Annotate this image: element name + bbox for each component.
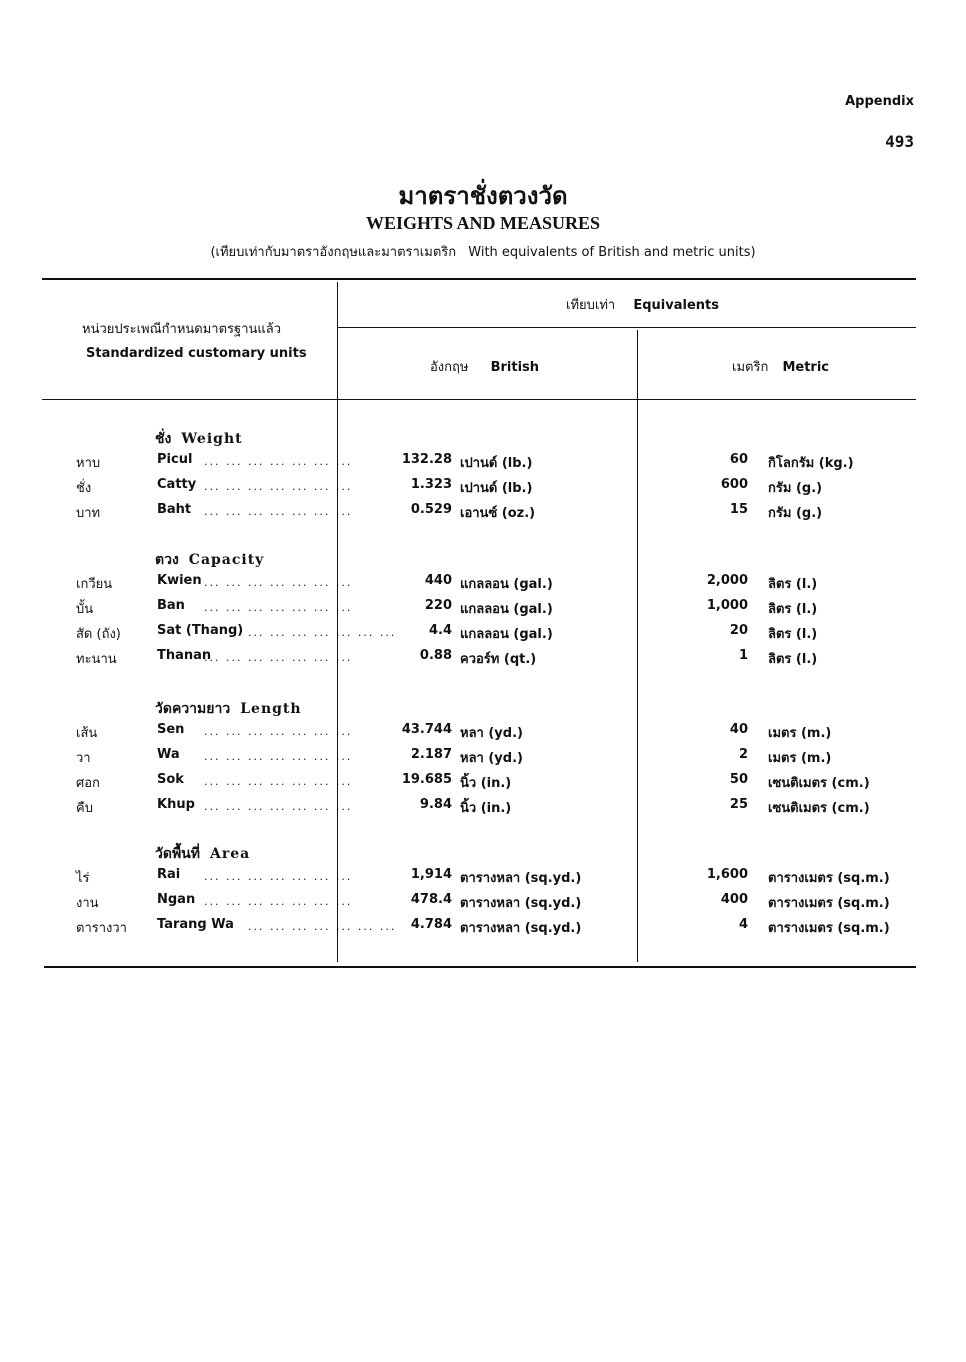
- british-unit: ตารางหลา (sq.yd.): [460, 921, 582, 936]
- british-value: 43.744: [401, 722, 452, 737]
- table-row: [0, 648, 966, 670]
- section-title: [155, 428, 243, 450]
- title-thai: มาตราชั่งตวงวัด: [398, 181, 568, 210]
- british-unit: เปานด์ (lb.): [460, 481, 533, 496]
- section-title-english: Area: [209, 846, 251, 862]
- british-value: 1.323: [410, 477, 452, 492]
- unit-roman: Khup: [157, 797, 195, 812]
- table-row: [0, 623, 966, 645]
- british-unit: แกลลอน (gal.): [460, 602, 553, 617]
- section-title-english: Weight: [181, 431, 243, 447]
- metric-unit: เมตร (m.): [768, 751, 832, 766]
- leader-dots: ... ... ... ... ... ... ...: [204, 505, 353, 518]
- unit-roman: Sen: [157, 722, 185, 737]
- table-row: [0, 477, 966, 499]
- header-units-thai: หน่วยประเพณีกำหนดมาตรฐานแล้ว: [82, 322, 282, 337]
- metric-value: 400: [720, 892, 748, 907]
- unit-roman: Ngan: [157, 892, 196, 907]
- british-english: British: [490, 360, 540, 375]
- british-value: 132.28: [401, 452, 452, 467]
- british-unit: แกลลอน (gal.): [460, 577, 553, 592]
- section-title-thai: วัดความยาว: [155, 701, 231, 717]
- page-number: 493: [885, 132, 914, 151]
- unit-roman: Ban: [157, 598, 185, 613]
- running-head: Appendix: [845, 94, 914, 109]
- unit-roman: Baht: [157, 502, 192, 517]
- british-unit: นิ้ว (in.): [460, 801, 512, 816]
- subtitle-thai: (เทียบเท่ากับมาตราอังกฤษและมาตราเมตริก: [210, 245, 457, 260]
- leader-dots: ... ... ... ... ... ... ...: [204, 800, 353, 813]
- unit-thai: วา: [76, 751, 91, 766]
- british-unit: นิ้ว (in.): [460, 776, 512, 791]
- section-title: [155, 549, 264, 571]
- metric-unit: ลิตร (l.): [768, 602, 818, 617]
- metric-unit: ตารางเมตร (sq.m.): [768, 896, 890, 911]
- british-value: 4.784: [410, 917, 452, 932]
- metric-value: 20: [729, 623, 748, 638]
- leader-dots: ... ... ... ... ... ... ...: [204, 601, 353, 614]
- leader-dots: ... ... ... ... ... ... ...: [248, 920, 397, 933]
- unit-roman: Sat (Thang): [157, 623, 244, 638]
- header-metric: [732, 356, 829, 377]
- british-value: 478.4: [410, 892, 452, 907]
- british-unit: ตารางหลา (sq.yd.): [460, 896, 582, 911]
- unit-thai: ศอก: [76, 776, 100, 791]
- unit-roman: Rai: [157, 867, 181, 882]
- metric-value: 2: [738, 747, 748, 762]
- metric-unit: ลิตร (l.): [768, 577, 818, 592]
- metric-value: 1,000: [706, 598, 748, 613]
- metric-unit: กรัม (g.): [768, 481, 823, 496]
- british-value: 1,914: [410, 867, 452, 882]
- british-value: 2.187: [410, 747, 452, 762]
- metric-value: 1,600: [706, 867, 748, 882]
- unit-roman: Wa: [157, 747, 180, 762]
- leader-dots: ... ... ... ... ... ... ...: [204, 576, 353, 589]
- header-british: [430, 356, 539, 377]
- unit-thai: คืบ: [76, 801, 93, 816]
- header-units-english: Standardized customary units: [86, 346, 307, 361]
- metric-value: 50: [729, 772, 748, 787]
- leader-dots: ... ... ... ... ... ... ...: [204, 480, 353, 493]
- unit-thai: งาน: [76, 896, 99, 911]
- unit-roman: Sok: [157, 772, 184, 787]
- british-value: 440: [424, 573, 452, 588]
- unit-thai: บาท: [76, 506, 101, 521]
- section-title-english: Capacity: [188, 552, 265, 568]
- british-unit: ตารางหลา (sq.yd.): [460, 871, 582, 886]
- leader-dots: ... ... ... ... ... ... ...: [204, 725, 353, 738]
- unit-thai: ไร่: [76, 871, 90, 886]
- metric-unit: ตารางเมตร (sq.m.): [768, 871, 890, 886]
- table-row: [0, 722, 966, 744]
- unit-roman: Thanan: [157, 648, 212, 663]
- unit-thai: ตารางวา: [76, 921, 127, 936]
- table-row: [0, 502, 966, 524]
- metric-english: Metric: [782, 360, 829, 375]
- unit-roman: Kwien: [157, 573, 202, 588]
- british-value: 0.529: [410, 502, 452, 517]
- british-value: 4.4: [428, 623, 452, 638]
- metric-value: 25: [729, 797, 748, 812]
- section-title-thai: ชั่ง: [155, 431, 172, 447]
- section-title: [155, 698, 302, 720]
- metric-value: 2,000: [706, 573, 748, 588]
- subtitle-english: With equivalents of British and metric units): [468, 245, 756, 260]
- unit-thai: สัด (ถัง): [76, 627, 121, 642]
- table-row: [0, 797, 966, 819]
- british-value: 220: [424, 598, 452, 613]
- unit-thai: เกวียน: [76, 577, 113, 592]
- metric-unit: กรัม (g.): [768, 506, 823, 521]
- leader-dots: ... ... ... ... ... ... ...: [204, 775, 353, 788]
- metric-thai: เมตริก: [732, 360, 769, 375]
- metric-unit: ลิตร (l.): [768, 627, 818, 642]
- subtitle: [0, 241, 966, 262]
- equivalents-english: Equivalents: [633, 298, 719, 313]
- british-unit: เปานด์ (lb.): [460, 456, 533, 471]
- metric-unit: เซนติเมตร (cm.): [768, 776, 870, 791]
- british-unit: แกลลอน (gal.): [460, 627, 553, 642]
- leader-dots: ... ... ... ... ... ... ...: [204, 870, 353, 883]
- equivalents-rule: [338, 327, 916, 328]
- leader-dots: ... ... ... ... ... ... ...: [204, 895, 353, 908]
- section-title: [155, 843, 250, 865]
- unit-roman: Catty: [157, 477, 197, 492]
- leader-dots: ... ... ... ... ... ... ...: [248, 626, 397, 639]
- section-title-english: Length: [240, 701, 302, 717]
- leader-dots: ... ... ... ... ... ... ...: [204, 455, 353, 468]
- unit-thai: บั้น: [76, 602, 94, 617]
- table-row: [0, 772, 966, 794]
- british-unit: เอานซ์ (oz.): [460, 506, 536, 521]
- table-bottom-rule: [44, 966, 916, 968]
- table-row: [0, 452, 966, 474]
- unit-roman: Picul: [157, 452, 193, 467]
- table-top-rule: [42, 278, 916, 280]
- section-title-thai: วัดพื้นที่: [155, 846, 200, 862]
- british-unit: หลา (yd.): [460, 726, 523, 741]
- unit-roman: Tarang Wa: [157, 917, 234, 932]
- metric-unit: ลิตร (l.): [768, 652, 818, 667]
- table-row: [0, 917, 966, 939]
- header-bottom-rule: [42, 399, 916, 400]
- leader-dots: ... ... ... ... ... ... ...: [204, 651, 353, 664]
- metric-value: 600: [720, 477, 748, 492]
- title-english: WEIGHTS AND MEASURES: [365, 213, 601, 233]
- british-unit: ควอร์ท (qt.): [460, 652, 537, 667]
- table-row: [0, 892, 966, 914]
- british-value: 9.84: [419, 797, 452, 812]
- leader-dots: ... ... ... ... ... ... ...: [204, 750, 353, 763]
- table-row: [0, 747, 966, 769]
- unit-thai: ทะนาน: [76, 652, 117, 667]
- british-value: 0.88: [419, 648, 452, 663]
- divider-units: [337, 282, 338, 962]
- unit-thai: หาบ: [76, 456, 101, 471]
- unit-thai: ชั่ง: [76, 481, 92, 496]
- metric-unit: เซนติเมตร (cm.): [768, 801, 870, 816]
- metric-value: 60: [729, 452, 748, 467]
- section-title-thai: ตวง: [155, 552, 179, 568]
- table-row: [0, 598, 966, 620]
- metric-value: 15: [729, 502, 748, 517]
- metric-value: 40: [729, 722, 748, 737]
- table-row: [0, 867, 966, 889]
- metric-value: 1: [738, 648, 748, 663]
- metric-unit: กิโลกรัม (kg.): [768, 456, 854, 471]
- british-value: 19.685: [401, 772, 452, 787]
- metric-unit: เมตร (m.): [768, 726, 832, 741]
- british-unit: หลา (yd.): [460, 751, 523, 766]
- metric-unit: ตารางเมตร (sq.m.): [768, 921, 890, 936]
- equivalents-thai: เทียบเท่า: [566, 298, 616, 313]
- metric-value: 4: [738, 917, 748, 932]
- header-equivalents: [566, 294, 719, 315]
- table-row: [0, 573, 966, 595]
- unit-thai: เส้น: [76, 726, 98, 741]
- british-thai: อังกฤษ: [430, 360, 469, 375]
